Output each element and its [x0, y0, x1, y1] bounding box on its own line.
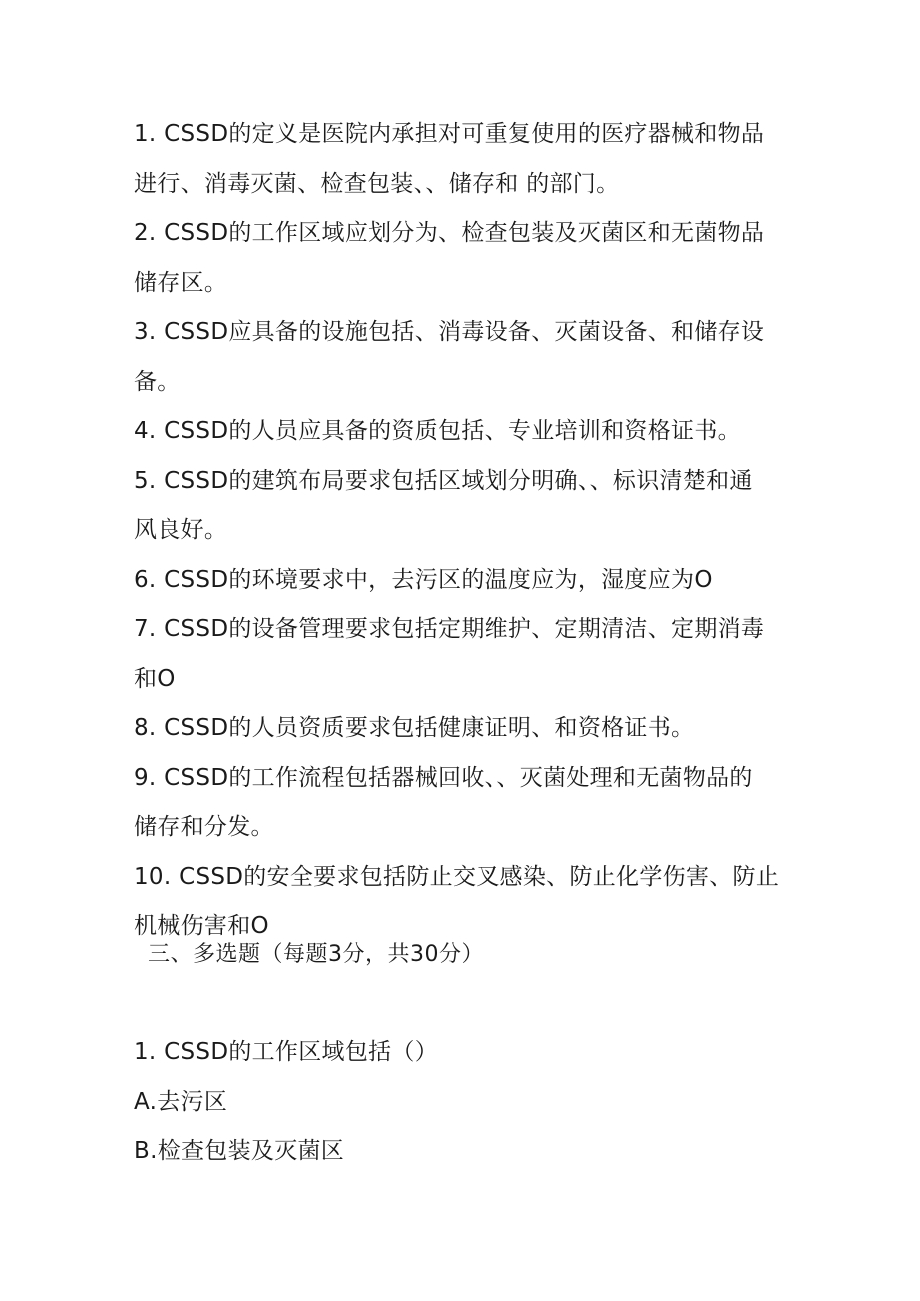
question-3-line-1: 3. CSSD应具备的设施包括、消毒设备、灭菌设备、和储存设: [134, 319, 765, 345]
question-1-line-1: 1. CSSD的定义是医院内承担对可重复使用的医疗器械和物品: [134, 121, 765, 147]
mc-option-b: B.检查包装及灭菌区: [134, 1138, 345, 1164]
question-10-line-2: 机械伤害和O: [134, 913, 269, 939]
question-8-line-1: 8. CSSD的人员资质要求包括健康证明、和资格证书。: [134, 715, 695, 741]
mc-question-text: 1. CSSD的工作区域包括（）: [134, 1039, 439, 1065]
section-heading: 三、多选题（每题3分，共30分）: [148, 942, 484, 967]
question-2-line-2: 储存区。: [134, 269, 228, 296]
question-4-line-1: 4. CSSD的人员应具备的资质包括、专业培训和资格证书。: [134, 418, 741, 444]
question-9-line-2: 储存和分发。: [134, 814, 274, 840]
question-10-line-1: 10. CSSD的安全要求包括防止交叉感染、防止化学伤害、防止: [134, 863, 780, 890]
question-7-line-2: 和O: [134, 665, 176, 692]
question-9-line-1: 9. CSSD的工作流程包括器械回收、、灭菌处理和无菌物品的: [134, 764, 753, 791]
question-1-line-2: 进行、消毒灭菌、检查包装、、储存和 的部门。: [134, 170, 620, 197]
question-7-line-1: 7. CSSD的设备管理要求包括定期维护、定期清洁、定期消毒: [134, 616, 765, 642]
question-3-line-2: 备。: [134, 368, 181, 395]
mc-option-a: A.去污区: [134, 1088, 228, 1115]
question-5-line-2: 风良好。: [134, 517, 228, 543]
multiple-choice-question: [134, 1028, 794, 1177]
question-2-line-1: 2. CSSD的工作区域应划分为、检查包装及灭菌区和无菌物品: [134, 220, 765, 246]
fill-in-blank-list: [134, 110, 794, 952]
question-5-line-1: 5. CSSD的建筑布局要求包括区域划分明确、、标识清楚和通: [134, 467, 753, 494]
question-6-line-1: 6. CSSD的环境要求中，去污区的温度应为，湿度应为O: [134, 566, 713, 593]
